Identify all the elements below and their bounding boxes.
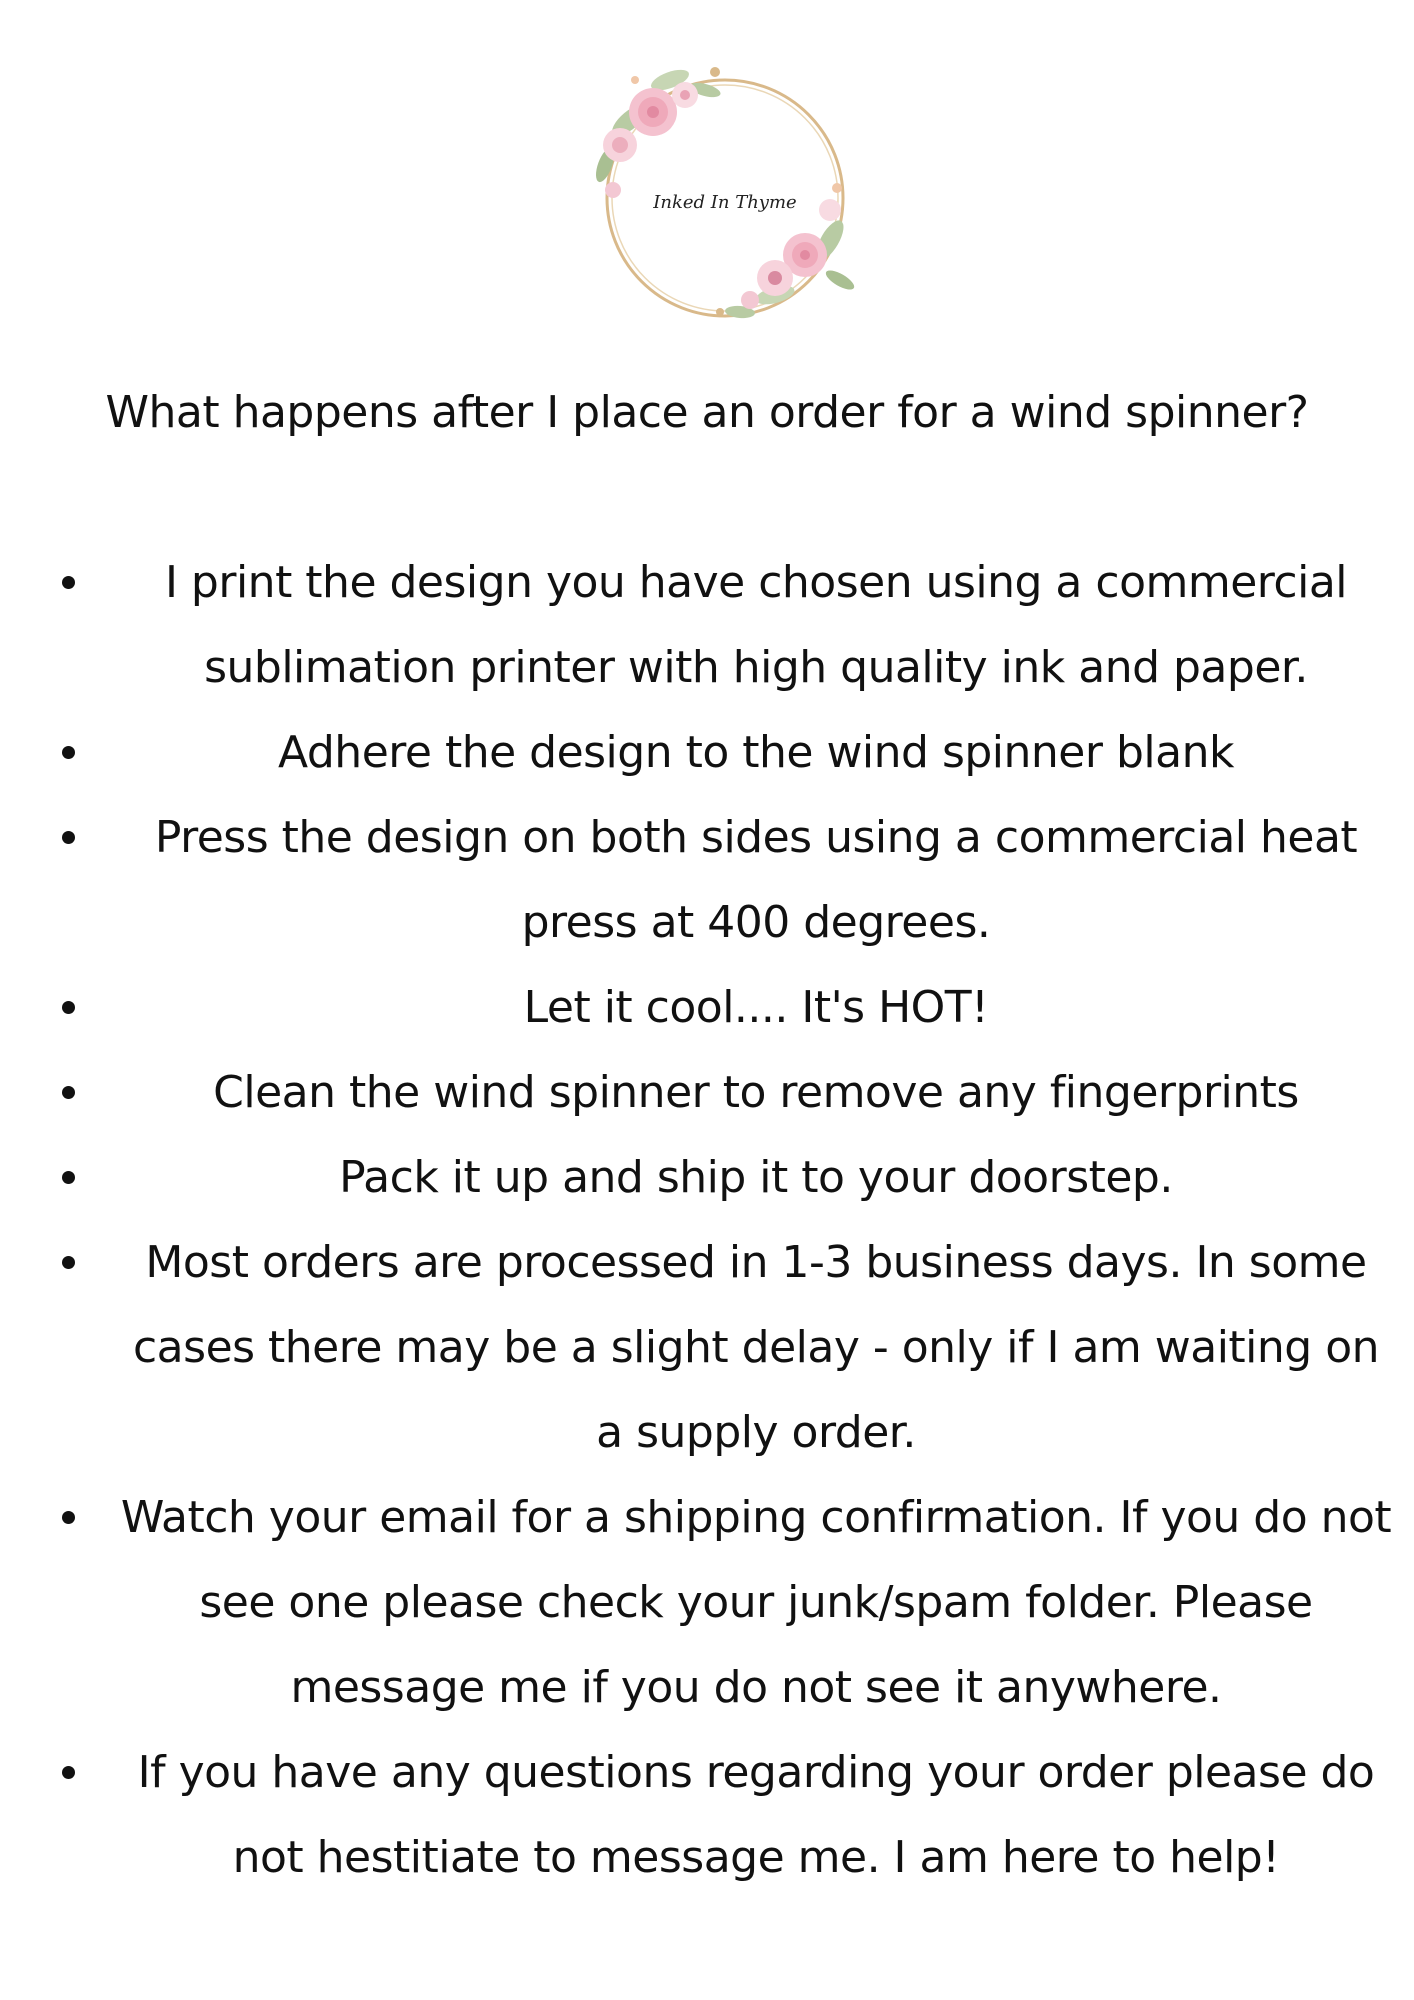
bullet-icon: [62, 1511, 75, 1524]
list-item: [0, 795, 1414, 965]
bullet-icon: [62, 1001, 75, 1014]
bullet-icon: [62, 1766, 75, 1779]
list-item: [0, 1050, 1414, 1135]
process-steps-list: [0, 540, 1414, 1900]
logo-wordmark: Inked In Thyme: [653, 192, 797, 213]
list-item-text: Pack it up and ship it to your doorstep.: [339, 1152, 1173, 1203]
list-item-text: Clean the wind spinner to remove any fingerprints: [213, 1067, 1299, 1118]
bullet-icon: [62, 831, 75, 844]
list-item-text: Adhere the design to the wind spinner blank: [278, 727, 1234, 778]
bullet-icon: [62, 1086, 75, 1099]
list-item-text: Most orders are processed in 1-3 business days. In some cases there may be a slight delay - only if I am waiting on a supply order.: [132, 1237, 1380, 1458]
bullet-icon: [62, 1256, 75, 1269]
bullet-icon: [62, 1171, 75, 1184]
bullet-icon: [62, 576, 75, 589]
list-item-text: Press the design on both sides using a commercial heat press at 400 degrees.: [154, 812, 1358, 948]
list-item-text: If you have any questions regarding your order please do not hestitiate to message me. I am here to help!: [137, 1747, 1375, 1883]
brand-logo: [575, 50, 875, 340]
page-question-heading: What happens after I place an order for a wind spinner?: [105, 387, 1309, 438]
bullet-icon: [62, 746, 75, 759]
list-item: [0, 710, 1414, 795]
list-item: [0, 540, 1414, 710]
flower-cluster-top-left-icon: [592, 66, 722, 198]
list-item: [0, 1475, 1414, 1730]
list-item-text: Let it cool.... It's HOT!: [523, 982, 989, 1033]
list-item-text: I print the design you have chosen using a commercial sublimation printer with high quality ink and paper.: [164, 557, 1348, 693]
list-item: [0, 1730, 1414, 1900]
list-item-text: Watch your email for a shipping confirmation. If you do not see one please check your junk/spam folder. Please message me if you do not see it anywhere.: [120, 1492, 1392, 1713]
list-item: [0, 1135, 1414, 1220]
list-item: [0, 1220, 1414, 1475]
list-item: [0, 965, 1414, 1050]
floral-wreath-logo: [575, 50, 875, 340]
